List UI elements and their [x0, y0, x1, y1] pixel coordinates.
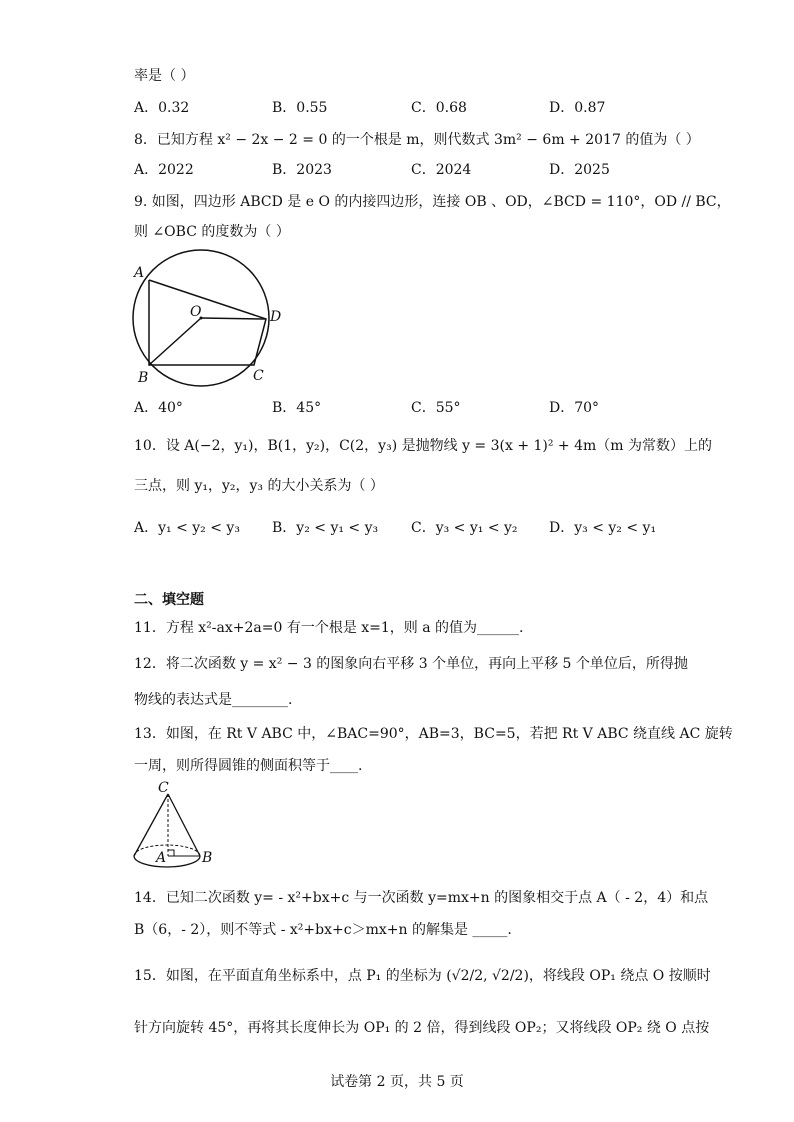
q13-stem-line1: 13．如图，在 Rt V ABC 中，∠BAC=90°，AB=3，BC=5，若把 Rt V ABC 绕直线 AC 旋转: [134, 726, 733, 742]
q9-option-d: D．70°: [549, 400, 600, 416]
q9-option-a: A．40°: [134, 400, 183, 416]
cone-slant-right: [168, 794, 200, 856]
q8-option-b: B．2023: [272, 162, 332, 178]
q10-stem-line2: 三点，则 y₁，y₂，y₃ 的大小关系为（ ）: [134, 478, 384, 494]
q14-stem-line1: 14．已知二次函数 y= - x²+bx+c 与一次函数 y=mx+n 的图象相交于点 A（ - 2，4）和点: [134, 890, 709, 906]
q10-option-c: C．y₃ < y₁ < y₂: [411, 520, 518, 536]
segment-od: [201, 318, 266, 319]
q8-option-c: C．2024: [411, 162, 472, 178]
page-footer: 试卷第 2 页，共 5 页: [330, 1074, 464, 1090]
quadrilateral-abcd: [149, 280, 266, 365]
cone-base-back: [134, 845, 200, 856]
q11-stem: 11．方程 x²-ax+2a=0 有一个根是 x=1，则 a 的值为______.: [134, 620, 524, 636]
q12-stem-line1: 12．将二次函数 y = x² − 3 的图象向右平移 3 个单位，再向上平移 5 个单位后，所得抛: [134, 656, 688, 672]
section-2-title: 二、填空题: [134, 592, 204, 608]
right-angle-mark: [168, 850, 174, 856]
q15-stem-line2: 针方向旋转 45°，再将其长度伸长为 OP₁ 的 2 倍，得到线段 OP₂；又将线段 OP₂ 绕 O 点按: [134, 1020, 710, 1036]
q13-cone-figure: [130, 780, 220, 870]
q10-option-a: A．y₁ < y₂ < y₃: [134, 520, 240, 536]
q9-circle-figure: [128, 258, 298, 388]
q7-option-d: D．0.87: [549, 100, 606, 116]
q9-stem-line2: 则 ∠OBC 的度数为（ ）: [134, 224, 290, 240]
q10-stem-line1: 10．设 A(−2，y₁)，B(1，y₂)，C(2，y₃) 是抛物线 y = 3(x + 1)² + 4m（m 为常数）上的: [134, 438, 713, 454]
label-b: B: [138, 370, 149, 386]
q15-stem-line1: 15．如图，在平面直角坐标系中，点 P₁ 的坐标为 (√2/2, √2/2)，将线段 OP₁ 绕点 O 按顺时: [134, 968, 711, 984]
q7-option-b: B．0.55: [272, 100, 328, 116]
q8-stem: 8．已知方程 x² − 2x − 2 = 0 的一个根是 m，则代数式 3m² − 6m + 2017 的值为（ ）: [134, 132, 700, 148]
q10-option-b: B．y₂ < y₁ < y₃: [272, 520, 379, 536]
q8-option-a: A．2022: [134, 162, 194, 178]
q8-option-d: D．2025: [549, 162, 610, 178]
q9-option-b: B．45°: [272, 400, 322, 416]
label-d: D: [270, 309, 282, 325]
label-c: C: [158, 780, 169, 796]
q14-stem-line2: B（6，- 2），则不等式 - x²+bx+c＞mx+n 的解集是 _____.: [134, 922, 512, 938]
q9-stem-line1: 9. 如图，四边形 ABCD 是 e O 的内接四边形，连接 OB 、OD，∠BCD = 110°，OD // BC，: [134, 194, 731, 210]
q7-option-a: A．0.32: [134, 100, 190, 116]
q10-option-d: D．y₃ < y₂ < y₁: [549, 520, 657, 536]
label-a: A: [134, 265, 145, 281]
segment-ob: [149, 318, 201, 365]
q12-stem-line2: 物线的表达式是________.: [134, 692, 293, 708]
cone-base-front: [134, 856, 200, 867]
q7-tail: 率是（ ）: [134, 68, 195, 84]
label-b: B: [202, 850, 213, 866]
q9-option-c: C．55°: [411, 400, 461, 416]
label-o: O: [190, 304, 202, 320]
q7-option-c: C．0.68: [411, 100, 467, 116]
q13-stem-line2: 一周，则所得圆锥的侧面积等于____.: [134, 758, 363, 774]
label-c: C: [253, 368, 264, 384]
label-a: A: [156, 850, 167, 866]
